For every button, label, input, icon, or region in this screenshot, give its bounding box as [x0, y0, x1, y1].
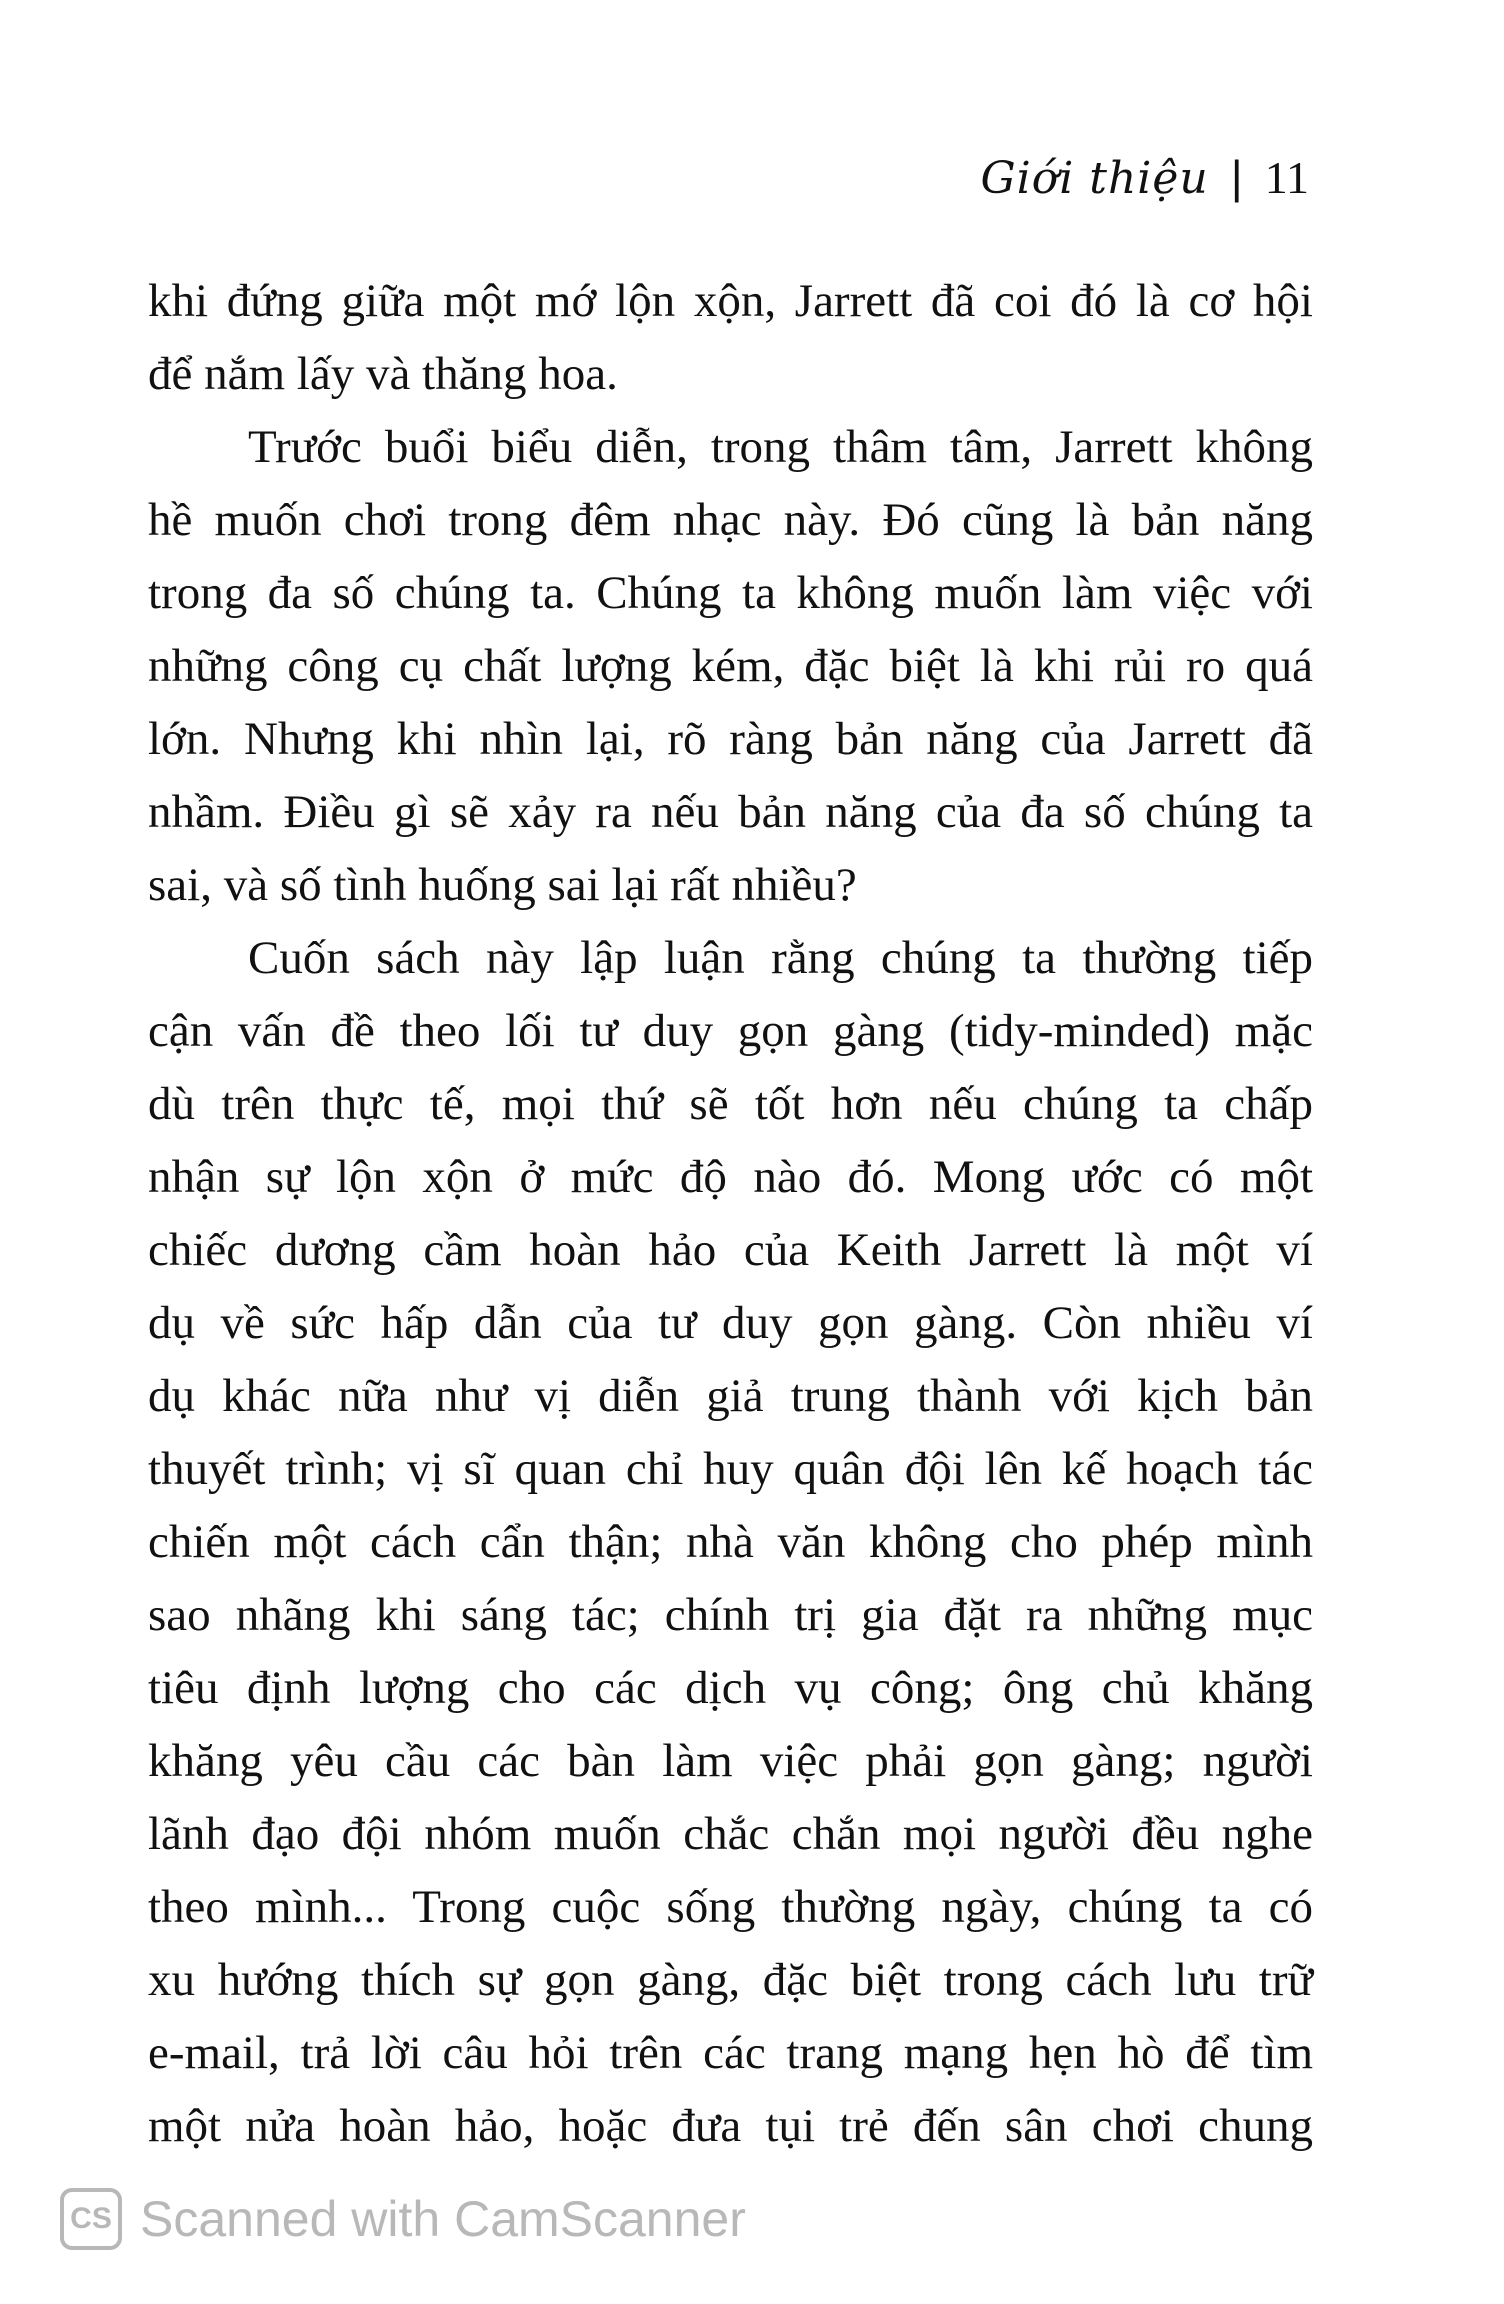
text-line: xu hướng thích sự gọn gàng, đặc biệt trong cách lưu trữ	[148, 1954, 1313, 2006]
text-line: dù trên thực tế, mọi thứ sẽ tốt hơn nếu chúng ta chấp	[148, 1078, 1313, 1130]
text-line: để nắm lấy và thăng hoa.	[148, 348, 618, 400]
text-line: cận vấn đề theo lối tư duy gọn gàng (tidy-minded) mặc	[148, 1005, 1313, 1057]
page-number: 11	[1264, 152, 1309, 203]
text-line: chiến một cách cẩn thận; nhà văn không cho phép mình	[148, 1516, 1313, 1568]
text-line: sai, và số tình huống sai lại rất nhiều?	[148, 859, 857, 911]
text-line: lãnh đạo đội nhóm muốn chắc chắn mọi người đều nghe	[148, 1808, 1313, 1860]
text-line: khi đứng giữa một mớ lộn xộn, Jarrett đã coi đó là cơ hội	[148, 275, 1313, 327]
running-header	[981, 150, 1310, 204]
text-line: khăng yêu cầu các bàn làm việc phải gọn gàng; người	[148, 1735, 1313, 1787]
camscanner-watermark	[60, 2188, 746, 2250]
text-line: một nửa hoàn hảo, hoặc đưa tụi trẻ đến sân chơi chung	[148, 2100, 1313, 2152]
text-line: dụ về sức hấp dẫn của tư duy gọn gàng. Còn nhiều ví	[148, 1297, 1313, 1349]
section-title: Giới thiệu	[980, 153, 1209, 204]
text-line: nhầm. Điều gì sẽ xảy ra nếu bản năng của đa số chúng ta	[148, 786, 1313, 838]
text-line: theo mình... Trong cuộc sống thường ngày, chúng ta có	[148, 1881, 1313, 1933]
header-separator: |	[1230, 151, 1243, 203]
text-line: những công cụ chất lượng kém, đặc biệt là khi rủi ro quá	[148, 640, 1313, 692]
text-line: Cuốn sách này lập luận rằng chúng ta thường tiếp	[248, 932, 1313, 984]
text-line: sao nhãng khi sáng tác; chính trị gia đặt ra những mục	[148, 1589, 1313, 1641]
text-line: dụ khác nữa như vị diễn giả trung thành với kịch bản	[148, 1370, 1313, 1422]
text-line: e-mail, trả lời câu hỏi trên các trang mạng hẹn hò để tìm	[148, 2027, 1313, 2079]
text-line: hề muốn chơi trong đêm nhạc này. Đó cũng là bản năng	[148, 494, 1313, 546]
text-line: nhận sự lộn xộn ở mức độ nào đó. Mong ước có một	[148, 1151, 1313, 1203]
text-line: thuyết trình; vị sĩ quan chỉ huy quân đội lên kế hoạch tác	[148, 1443, 1313, 1495]
text-line: tiêu định lượng cho các dịch vụ công; ông chủ khăng	[148, 1662, 1313, 1714]
text-line: trong đa số chúng ta. Chúng ta không muốn làm việc với	[148, 567, 1313, 619]
text-line: lớn. Nhưng khi nhìn lại, rõ ràng bản năng của Jarrett đã	[148, 713, 1313, 765]
text-line: chiếc dương cầm hoàn hảo của Keith Jarrett là một ví	[148, 1224, 1313, 1276]
body-text	[148, 265, 1313, 2163]
camscanner-logo-icon: CS	[60, 2188, 122, 2250]
watermark-text: Scanned with CamScanner	[140, 2191, 746, 2247]
text-line: Trước buổi biểu diễn, trong thâm tâm, Jarrett không	[248, 421, 1313, 473]
